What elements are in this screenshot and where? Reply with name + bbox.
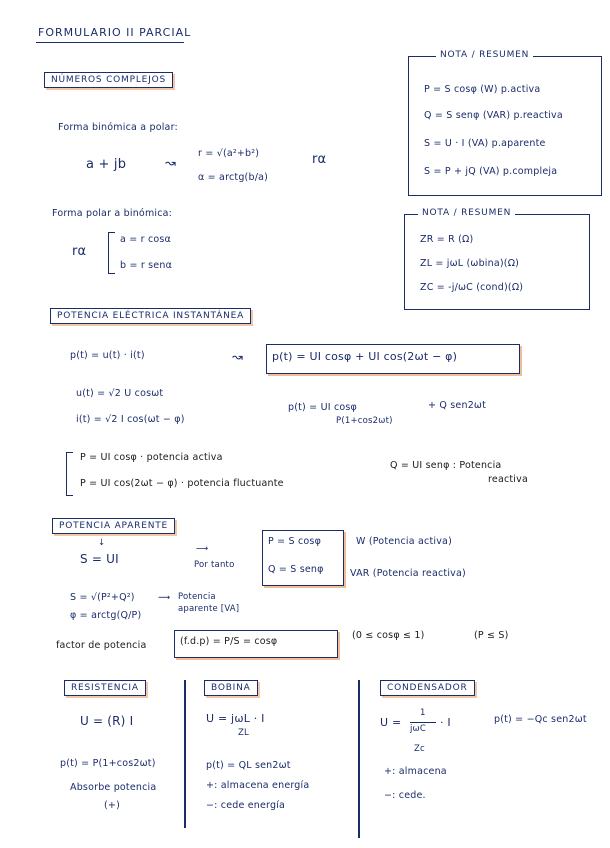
note2-line-2: ZL = jωL (ωbina)(Ω) (420, 258, 520, 269)
polar-symbol: rα (312, 152, 327, 167)
binomic-to-polar-label: Forma binómica a polar: (58, 122, 178, 133)
capacitor-ohm-law-u: U = (380, 716, 402, 729)
instant-power-alt-c: + Q sen2ωt (428, 400, 487, 411)
capacitor-minus: −: cede. (384, 790, 426, 801)
apparent-power-desc-1: Potencia (178, 592, 216, 602)
summary-note-impedances-title: NOTA / RESUMEN (418, 208, 515, 218)
capacitor-power: p(t) = −Qc sen2ωt (494, 714, 587, 725)
capacitor-fraction-den: jωC (410, 724, 427, 734)
binomic-expression: a + jb (86, 157, 127, 172)
polar-brace (108, 232, 115, 274)
power-factor-equation: (f.d.p) = P/S = cosφ (180, 636, 278, 647)
therefore-label: Por tanto (194, 560, 235, 570)
capacitor-fraction-bar (410, 722, 436, 723)
resistor-desc-1: Absorbe potencia (70, 782, 157, 793)
power-factor-label: factor de potencia (56, 640, 147, 651)
note1-line-4: S = P + jQ (VA) p.compleja (424, 166, 558, 177)
magnitude-arrow-icon: ⟿ (158, 593, 171, 603)
section-heading-complex: NÚMEROS COMPLEJOS (44, 72, 173, 88)
a-formula: a = r cosα (120, 234, 171, 245)
alpha-formula: α = arctg(b/a) (198, 172, 269, 183)
column-divider-2 (358, 680, 360, 838)
summary-note-powers-title: NOTA / RESUMEN (436, 50, 533, 60)
instant-power-boxed-text: p(t) = UI cosφ + UI cos(2ωt − φ) (272, 350, 458, 363)
apparent-power-magnitude: S = √(P²+Q²) (70, 592, 135, 603)
maps-to-arrow-icon: ↝ (232, 350, 243, 365)
active-power-unit: W (Potencia activa) (356, 536, 452, 547)
phase-angle-equation: φ = arctg(Q/P) (70, 610, 142, 621)
maps-to-arrow-icon: ↝ (165, 156, 176, 171)
current-definition: i(t) = √2 I cos(ωt − φ) (76, 414, 185, 425)
polar-expression: rα (72, 244, 87, 259)
resistor-ohm-law: U = (R) I (80, 714, 134, 728)
page-title: FORMULARIO II PARCIAL (38, 26, 192, 39)
section-heading-coil: BOBINA (204, 680, 258, 696)
reactive-power-equation: Q = S senφ (268, 564, 324, 575)
capacitor-impedance-label: Zc (414, 744, 425, 754)
note1-line-3: S = U · I (VA) p.aparente (424, 138, 546, 149)
coil-power: p(t) = QL sen2ωt (206, 760, 291, 771)
reactive-power-unit: VAR (Potencia reactiva) (350, 568, 466, 579)
power-factor-range: (0 ≤ cosφ ≤ 1) (352, 630, 425, 641)
section-heading-capacitor: CONDENSADOR (380, 680, 475, 696)
note2-line-1: ZR = R (Ω) (420, 234, 474, 245)
column-divider-1 (184, 680, 186, 828)
polar-to-binomic-label: Forma polar a binómica: (52, 208, 173, 219)
instant-power-definition: p(t) = u(t) · i(t) (70, 350, 145, 361)
capacitor-ohm-law-i: · I (440, 716, 451, 729)
r-formula: r = √(a²+b²) (198, 148, 260, 159)
coil-plus: +: almacena energía (206, 780, 310, 791)
apparent-power-desc-2: aparente [VA] (178, 604, 240, 614)
section-heading-instant-power: POTENCIA ELÉCTRICA INSTANTÁNEA (50, 308, 251, 324)
capacitor-fraction-num: 1 (420, 708, 426, 718)
fluctuating-power-line: P = UI cos(2ωt − φ) · potencia fluctuante (80, 478, 284, 489)
note1-line-2: Q = S senφ (VAR) p.reactiva (424, 110, 563, 121)
power-terms-brace (66, 452, 73, 496)
capacitor-plus: +: almacena (384, 766, 447, 777)
section-heading-resistor: RESISTENCIA (64, 680, 146, 696)
down-arrow-icon: ↓ (98, 538, 106, 548)
section-heading-apparent-power: POTENCIA APARENTE (52, 518, 175, 534)
active-power-line: P = UI cosφ · potencia activa (80, 452, 223, 463)
voltage-definition: u(t) = √2 U cosωt (76, 388, 164, 399)
coil-minus: −: cede energía (206, 800, 286, 811)
b-formula: b = r senα (120, 260, 173, 271)
instant-power-alt-a: p(t) = UI cosφ (288, 402, 357, 413)
apparent-power-definition: S = UI (80, 552, 119, 566)
resistor-desc-2: (+) (104, 800, 120, 811)
note2-line-3: ZC = -j/ωC (cond)(Ω) (420, 282, 524, 293)
therefore-arrow-icon: ⟶ (196, 544, 209, 554)
coil-impedance-label: ZL (238, 728, 249, 738)
power-factor-condition: (P ≤ S) (474, 630, 509, 641)
note1-line-1: P = S cosφ (W) p.activa (424, 84, 541, 95)
instant-power-alt-b: P(1+cos2ωt) (336, 416, 393, 426)
coil-ohm-law: U = jωL · I (206, 712, 265, 725)
reactive-power-line-2: reactiva (488, 474, 528, 485)
resistor-power: p(t) = P(1+cos2ωt) (60, 758, 156, 769)
reactive-power-line: Q = UI senφ : Potencia (390, 460, 502, 471)
active-power-equation: P = S cosφ (268, 536, 322, 547)
title-underline (36, 42, 184, 43)
